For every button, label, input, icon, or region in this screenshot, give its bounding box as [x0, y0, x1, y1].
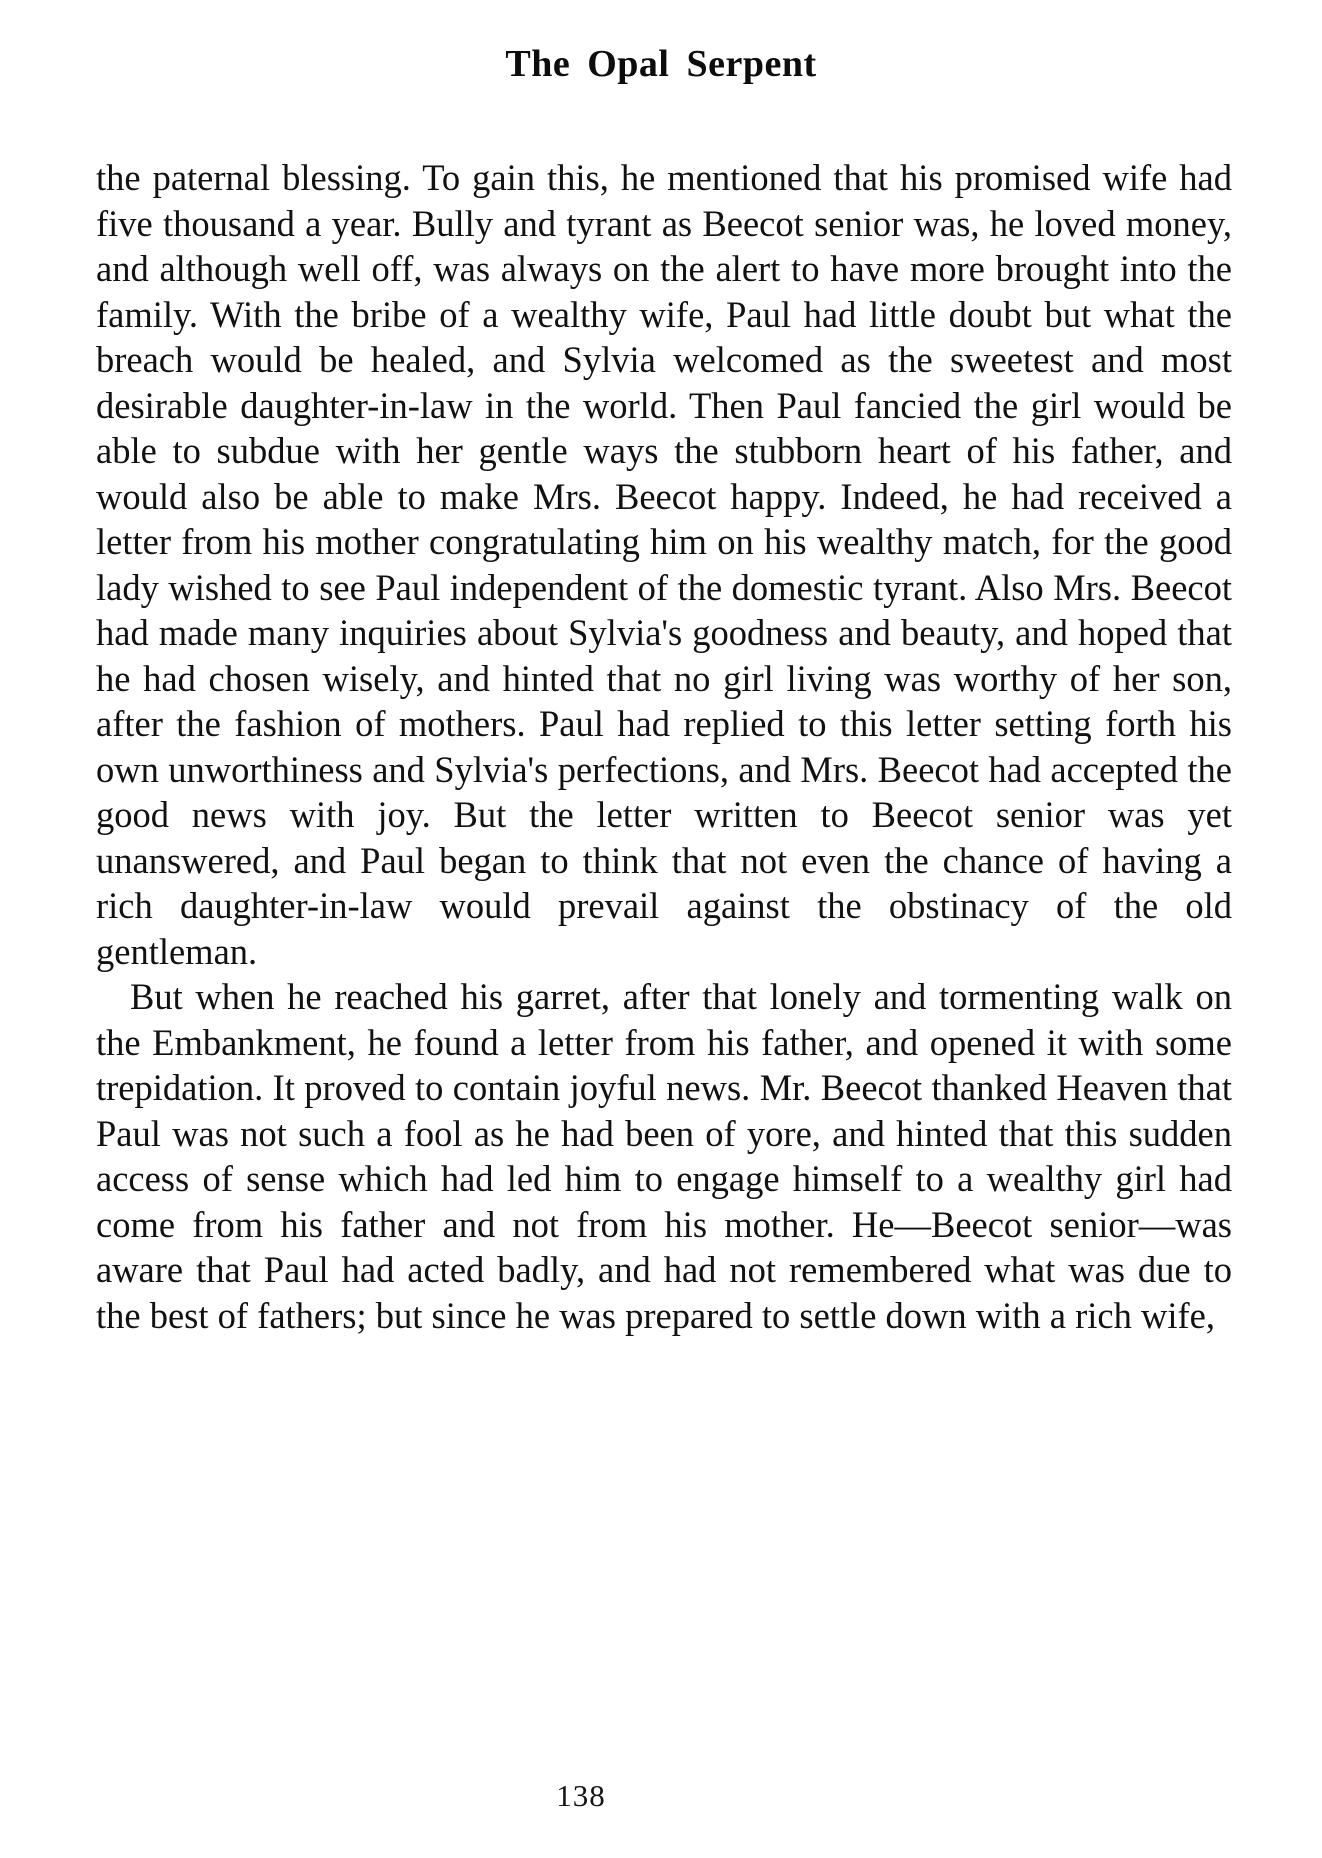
paragraph: the paternal blessing. To gain this, he mentioned that his promised wife had five thousand a year. Bully and tyrant as Beecot senior was, he loved money, and although well off, was always on the alert to have more brought into the family. With the bribe of a wealthy wife, Paul had little doubt but what the breach would be healed, and Sylvia welcomed as the sweetest and most desirable daughter-in-law in the world. Then Paul fancied the girl would be able to subdue with her gentle ways the stubborn heart of his father, and would also be able to make Mrs. Beecot happy. Indeed, he had received a letter from his mother congratulating him on his wealthy match, for the good lady wished to see Paul independent of the domestic tyrant. Also Mrs. Beecot had made many inquiries about Sylvia's goodness and beauty, and hoped that he had chosen wisely, and hinted that no girl living was worthy of her son, after the fashion of mothers. Paul had replied to this letter setting forth his own unworthiness and Sylvia's perfections, and Mrs. Beecot had accepted the good news with joy. But the letter written to Beecot senior was yet unanswered, and Paul began to think that not even the chance of having a rich daughter-in-law would prevail against the obstinacy of the old gentleman. [96, 157, 1232, 972]
page-number-value: 138 [556, 1778, 606, 1813]
paragraph: But when he reached his garret, after that lonely and tormenting walk on the Embankment, he found a letter from his father, and opened it with some trepidation. It proved to contain joyful news. Mr. Beecot thanked Heaven that Paul was not such a fool as he had been of yore, and hinted that this sudden access of sense which had led him to engage himself to a wealthy girl had come from his father and not from his mother. He—Beecot senior—was aware that Paul had acted badly, and had not remembered what was due to the best of fathers; but since he was prepared to settle down with a rich wife, [96, 976, 1232, 1336]
page-header-title: The Opal Serpent [505, 43, 817, 85]
body-text-block [96, 155, 1232, 1338]
page-number [0, 1778, 1322, 1814]
